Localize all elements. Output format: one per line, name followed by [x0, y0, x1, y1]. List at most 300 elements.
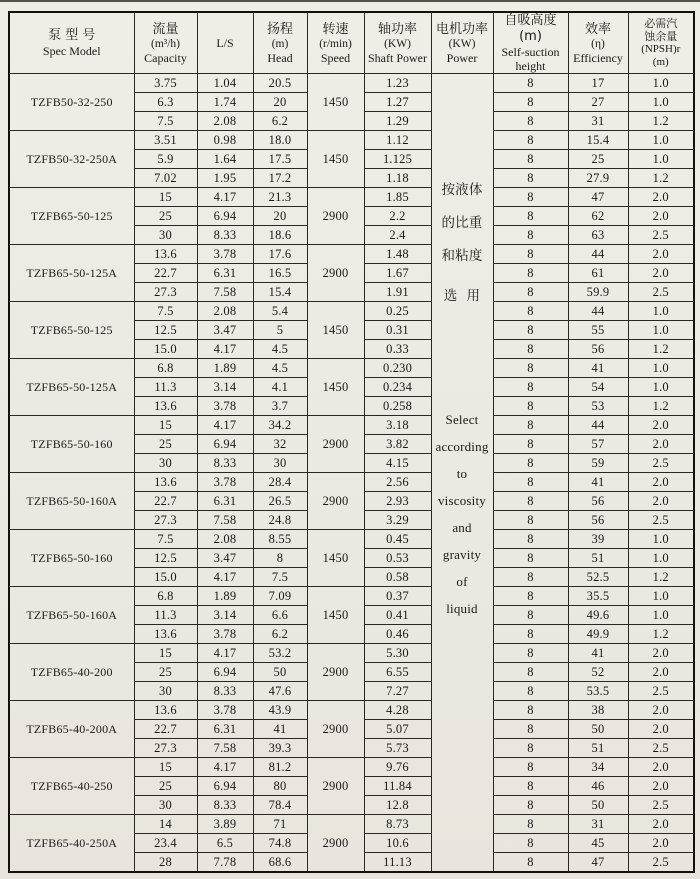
- header-line: 效率: [584, 21, 611, 37]
- spec-row: [9, 416, 694, 435]
- head-cell: 20: [253, 93, 307, 112]
- npsh-cell: 2.5: [628, 283, 694, 302]
- speed-cell: 1450: [307, 359, 364, 416]
- suction-height-cell: 8: [493, 568, 568, 587]
- header-line: 转速: [322, 21, 349, 37]
- capacity-cell: 11.3: [134, 606, 197, 625]
- head-cell: 21.3: [253, 188, 307, 207]
- header-line: (m³/h): [151, 37, 180, 50]
- npsh-cell: 1.2: [628, 625, 694, 644]
- header-line: 自吸高度(m): [504, 13, 557, 44]
- npsh-cell: 1.2: [628, 397, 694, 416]
- suction-height-cell: 8: [493, 777, 568, 796]
- efficiency-cell: 46: [568, 777, 628, 796]
- shaft-power-cell: 7.27: [364, 682, 431, 701]
- efficiency-cell: 56: [568, 340, 628, 359]
- head-cell: 39.3: [253, 739, 307, 758]
- efficiency-cell: 44: [568, 245, 628, 264]
- efficiency-cell: 15.4: [568, 131, 628, 150]
- ls-cell: 3.47: [197, 321, 253, 340]
- model-cell: TZFB65-50-160: [9, 530, 134, 587]
- column-header-motor-power: [431, 12, 493, 74]
- capacity-cell: 27.3: [134, 511, 197, 530]
- suction-height-cell: 8: [493, 530, 568, 549]
- ls-cell: 3.47: [197, 549, 253, 568]
- power-note-line: liquid: [446, 601, 478, 616]
- suction-height-cell: 8: [493, 549, 568, 568]
- capacity-cell: 3.51: [134, 131, 197, 150]
- npsh-cell: 2.0: [628, 815, 694, 834]
- head-cell: 26.5: [253, 492, 307, 511]
- shaft-power-cell: 3.82: [364, 435, 431, 454]
- npsh-cell: 1.2: [628, 568, 694, 587]
- power-note-line: 的比重: [441, 215, 483, 231]
- ls-cell: 4.17: [197, 568, 253, 587]
- efficiency-cell: 31: [568, 112, 628, 131]
- suction-height-cell: 8: [493, 226, 568, 245]
- shaft-power-cell: 2.56: [364, 473, 431, 492]
- npsh-cell: 2.5: [628, 682, 694, 701]
- suction-height-cell: 8: [493, 340, 568, 359]
- capacity-cell: 3.75: [134, 74, 197, 93]
- head-cell: 18.6: [253, 226, 307, 245]
- column-header-shaft-power: [364, 12, 431, 74]
- capacity-cell: 7.5: [134, 112, 197, 131]
- spec-row: [9, 131, 694, 150]
- head-cell: 74.8: [253, 834, 307, 853]
- head-cell: 6.2: [253, 112, 307, 131]
- suction-height-cell: 8: [493, 644, 568, 663]
- suction-height-cell: 8: [493, 815, 568, 834]
- shaft-power-cell: 2.93: [364, 492, 431, 511]
- model-cell: TZFB65-50-125A: [9, 359, 134, 416]
- shaft-power-cell: 1.29: [364, 112, 431, 131]
- header-line: 电机功率: [435, 21, 488, 37]
- shaft-power-cell: 0.41: [364, 606, 431, 625]
- speed-cell: 2900: [307, 701, 364, 758]
- ls-cell: 3.14: [197, 606, 253, 625]
- capacity-cell: 14: [134, 815, 197, 834]
- header-line: 泵 型 号: [48, 28, 96, 43]
- spec-row: [9, 530, 694, 549]
- efficiency-cell: 53.5: [568, 682, 628, 701]
- efficiency-cell: 51: [568, 739, 628, 758]
- speed-cell: 2900: [307, 758, 364, 815]
- head-cell: 6.6: [253, 606, 307, 625]
- head-cell: 53.2: [253, 644, 307, 663]
- capacity-cell: 13.6: [134, 701, 197, 720]
- shaft-power-cell: 1.91: [364, 283, 431, 302]
- shaft-power-cell: 0.46: [364, 625, 431, 644]
- ls-cell: 4.17: [197, 416, 253, 435]
- suction-height-cell: 8: [493, 473, 568, 492]
- header-line: 蚀余量: [644, 30, 678, 43]
- npsh-cell: 1.2: [628, 112, 694, 131]
- ls-cell: 2.08: [197, 302, 253, 321]
- head-cell: 3.7: [253, 397, 307, 416]
- ls-cell: 3.78: [197, 473, 253, 492]
- shaft-power-cell: 5.30: [364, 644, 431, 663]
- capacity-cell: 28: [134, 853, 197, 873]
- capacity-cell: 6.8: [134, 587, 197, 606]
- efficiency-cell: 35.5: [568, 587, 628, 606]
- efficiency-cell: 17: [568, 74, 628, 93]
- spec-row: [9, 701, 694, 720]
- suction-height-cell: 8: [493, 625, 568, 644]
- ls-cell: 4.17: [197, 644, 253, 663]
- efficiency-cell: 34: [568, 758, 628, 777]
- head-cell: 8: [253, 549, 307, 568]
- motor-power-note-cell: [431, 74, 493, 873]
- shaft-power-cell: 3.29: [364, 511, 431, 530]
- ls-cell: 1.04: [197, 74, 253, 93]
- header-line: Head: [267, 50, 293, 65]
- efficiency-cell: 50: [568, 796, 628, 815]
- shaft-power-cell: 0.234: [364, 378, 431, 397]
- power-note-line: 和粘度: [441, 248, 483, 264]
- shaft-power-cell: 12.8: [364, 796, 431, 815]
- npsh-cell: 1.2: [628, 169, 694, 188]
- capacity-cell: 30: [134, 682, 197, 701]
- capacity-cell: 25: [134, 663, 197, 682]
- shaft-power-cell: 1.23: [364, 74, 431, 93]
- suction-height-cell: 8: [493, 169, 568, 188]
- ls-cell: 1.64: [197, 150, 253, 169]
- shaft-power-cell: 5.73: [364, 739, 431, 758]
- suction-height-cell: 8: [493, 207, 568, 226]
- npsh-cell: 2.0: [628, 777, 694, 796]
- suction-height-cell: 8: [493, 720, 568, 739]
- npsh-cell: 2.0: [628, 188, 694, 207]
- capacity-cell: 13.6: [134, 245, 197, 264]
- efficiency-cell: 53: [568, 397, 628, 416]
- power-note-line: viscosity: [437, 493, 487, 508]
- model-cell: TZFB65-40-200: [9, 644, 134, 701]
- efficiency-cell: 25: [568, 150, 628, 169]
- model-cell: TZFB65-40-250: [9, 758, 134, 815]
- shaft-power-cell: 1.125: [364, 150, 431, 169]
- power-note-line: gravity: [442, 547, 482, 562]
- capacity-cell: 12.5: [134, 549, 197, 568]
- ls-cell: 0.98: [197, 131, 253, 150]
- shaft-power-cell: 0.53: [364, 549, 431, 568]
- npsh-cell: 2.5: [628, 739, 694, 758]
- npsh-cell: 2.5: [628, 454, 694, 473]
- head-cell: 17.2: [253, 169, 307, 188]
- capacity-cell: 25: [134, 777, 197, 796]
- ls-cell: 8.33: [197, 796, 253, 815]
- efficiency-cell: 47: [568, 188, 628, 207]
- ls-cell: 6.31: [197, 264, 253, 283]
- capacity-cell: 7.5: [134, 302, 197, 321]
- head-cell: 28.4: [253, 473, 307, 492]
- npsh-cell: 1.0: [628, 549, 694, 568]
- suction-height-cell: 8: [493, 454, 568, 473]
- ls-cell: 3.14: [197, 378, 253, 397]
- head-cell: 81.2: [253, 758, 307, 777]
- npsh-cell: 1.0: [628, 359, 694, 378]
- efficiency-cell: 52.5: [568, 568, 628, 587]
- header-line: 轴功率: [377, 21, 417, 37]
- head-cell: 30: [253, 454, 307, 473]
- ls-cell: 7.58: [197, 511, 253, 530]
- head-cell: 4.1: [253, 378, 307, 397]
- speed-cell: 1450: [307, 530, 364, 587]
- npsh-cell: 2.0: [628, 473, 694, 492]
- shaft-power-cell: 2.2: [364, 207, 431, 226]
- model-cell: TZFB65-50-125: [9, 302, 134, 359]
- npsh-cell: 1.0: [628, 530, 694, 549]
- efficiency-cell: 31: [568, 815, 628, 834]
- suction-height-cell: 8: [493, 131, 568, 150]
- npsh-cell: 2.0: [628, 720, 694, 739]
- header-line: 必需汽: [644, 18, 678, 30]
- suction-height-cell: 8: [493, 321, 568, 340]
- efficiency-cell: 59: [568, 454, 628, 473]
- npsh-cell: 2.0: [628, 758, 694, 777]
- head-cell: 18.0: [253, 131, 307, 150]
- speed-cell: 2900: [307, 416, 364, 473]
- shaft-power-cell: 3.18: [364, 416, 431, 435]
- suction-height-cell: 8: [493, 435, 568, 454]
- model-cell: TZFB65-40-200A: [9, 701, 134, 758]
- ls-cell: 7.58: [197, 739, 253, 758]
- ls-cell: 6.94: [197, 207, 253, 226]
- npsh-cell: 2.0: [628, 644, 694, 663]
- suction-height-cell: 8: [493, 378, 568, 397]
- ls-cell: 4.17: [197, 758, 253, 777]
- npsh-cell: 2.0: [628, 264, 694, 283]
- ls-cell: 6.31: [197, 720, 253, 739]
- capacity-cell: 25: [134, 435, 197, 454]
- capacity-cell: 13.6: [134, 397, 197, 416]
- npsh-cell: 2.5: [628, 511, 694, 530]
- capacity-cell: 22.7: [134, 264, 197, 283]
- suction-height-cell: 8: [493, 834, 568, 853]
- efficiency-cell: 51: [568, 549, 628, 568]
- efficiency-cell: 54: [568, 378, 628, 397]
- ls-cell: 8.33: [197, 454, 253, 473]
- efficiency-cell: 56: [568, 492, 628, 511]
- suction-height-cell: 8: [493, 511, 568, 530]
- spec-row: [9, 302, 694, 321]
- shaft-power-cell: 10.6: [364, 834, 431, 853]
- npsh-cell: 1.0: [628, 74, 694, 93]
- shaft-power-cell: 0.58: [364, 568, 431, 587]
- spec-row: [9, 473, 694, 492]
- header-line: Shaft Power: [368, 50, 427, 65]
- pump-spec-table: [8, 11, 695, 873]
- head-cell: 34.2: [253, 416, 307, 435]
- column-header-head: [253, 12, 307, 74]
- npsh-cell: 2.0: [628, 245, 694, 264]
- shaft-power-cell: 1.85: [364, 188, 431, 207]
- capacity-cell: 12.5: [134, 321, 197, 340]
- npsh-cell: 2.5: [628, 226, 694, 245]
- header-line: Self-suction: [501, 45, 560, 59]
- suction-height-cell: 8: [493, 682, 568, 701]
- model-cell: TZFB65-50-125: [9, 188, 134, 245]
- shaft-power-cell: 8.73: [364, 815, 431, 834]
- npsh-cell: 1.0: [628, 93, 694, 112]
- efficiency-cell: 39: [568, 530, 628, 549]
- capacity-cell: 7.02: [134, 169, 197, 188]
- efficiency-cell: 44: [568, 416, 628, 435]
- model-cell: TZFB65-40-250A: [9, 815, 134, 873]
- speed-cell: 2900: [307, 473, 364, 530]
- efficiency-cell: 50: [568, 720, 628, 739]
- npsh-cell: 2.0: [628, 701, 694, 720]
- capacity-cell: 6.3: [134, 93, 197, 112]
- capacity-cell: 15: [134, 188, 197, 207]
- capacity-cell: 6.8: [134, 359, 197, 378]
- spec-row: [9, 359, 694, 378]
- header-line: (η): [591, 37, 605, 50]
- shaft-power-cell: 11.13: [364, 853, 431, 873]
- header-line: height: [515, 59, 546, 73]
- ls-cell: 1.89: [197, 587, 253, 606]
- suction-height-cell: 8: [493, 606, 568, 625]
- shaft-power-cell: 1.27: [364, 93, 431, 112]
- ls-cell: 7.78: [197, 853, 253, 873]
- model-cell: TZFB50-32-250: [9, 74, 134, 131]
- efficiency-cell: 47: [568, 853, 628, 873]
- head-cell: 4.5: [253, 359, 307, 378]
- head-cell: 43.9: [253, 701, 307, 720]
- capacity-cell: 15.0: [134, 340, 197, 359]
- npsh-cell: 1.0: [628, 606, 694, 625]
- head-cell: 7.5: [253, 568, 307, 587]
- head-cell: 7.09: [253, 587, 307, 606]
- suction-height-cell: 8: [493, 150, 568, 169]
- shaft-power-cell: 4.28: [364, 701, 431, 720]
- ls-cell: 4.17: [197, 340, 253, 359]
- suction-height-cell: 8: [493, 283, 568, 302]
- shaft-power-cell: 2.4: [364, 226, 431, 245]
- shaft-power-cell: 0.33: [364, 340, 431, 359]
- page-top-rule: [0, 0, 700, 2]
- suction-height-cell: 8: [493, 74, 568, 93]
- column-header-efficiency: [568, 12, 628, 74]
- efficiency-cell: 27: [568, 93, 628, 112]
- ls-cell: 4.17: [197, 188, 253, 207]
- spec-row: [9, 815, 694, 834]
- efficiency-cell: 59.9: [568, 283, 628, 302]
- capacity-cell: 15.0: [134, 568, 197, 587]
- header-row: [9, 12, 694, 74]
- efficiency-cell: 61: [568, 264, 628, 283]
- npsh-cell: 1.0: [628, 321, 694, 340]
- shaft-power-cell: 1.67: [364, 264, 431, 283]
- ls-cell: 3.78: [197, 245, 253, 264]
- header-line: Capacity: [144, 50, 187, 65]
- suction-height-cell: 8: [493, 758, 568, 777]
- suction-height-cell: 8: [493, 359, 568, 378]
- ls-cell: 1.89: [197, 359, 253, 378]
- head-cell: 6.2: [253, 625, 307, 644]
- head-cell: 4.5: [253, 340, 307, 359]
- suction-height-cell: 8: [493, 302, 568, 321]
- npsh-cell: 1.0: [628, 587, 694, 606]
- head-cell: 47.6: [253, 682, 307, 701]
- ls-cell: 2.08: [197, 112, 253, 131]
- table-body: [9, 74, 694, 873]
- column-header-speed: [307, 12, 364, 74]
- ls-cell: 3.78: [197, 701, 253, 720]
- head-cell: 8.55: [253, 530, 307, 549]
- shaft-power-cell: 11.84: [364, 777, 431, 796]
- head-cell: 80: [253, 777, 307, 796]
- ls-cell: 3.78: [197, 397, 253, 416]
- shaft-power-cell: 0.45: [364, 530, 431, 549]
- column-header-self-suction: [493, 12, 568, 74]
- power-note-line: and: [452, 520, 472, 535]
- capacity-cell: 25: [134, 207, 197, 226]
- header-line: L/S: [216, 36, 234, 50]
- capacity-cell: 30: [134, 454, 197, 473]
- head-cell: 68.6: [253, 853, 307, 873]
- spec-row: [9, 245, 694, 264]
- power-note-line: according: [435, 439, 489, 454]
- capacity-cell: 23.4: [134, 834, 197, 853]
- capacity-cell: 5.9: [134, 150, 197, 169]
- ls-cell: 2.08: [197, 530, 253, 549]
- suction-height-cell: 8: [493, 264, 568, 283]
- efficiency-cell: 62: [568, 207, 628, 226]
- ls-cell: 8.33: [197, 682, 253, 701]
- capacity-cell: 30: [134, 796, 197, 815]
- shaft-power-cell: 9.76: [364, 758, 431, 777]
- npsh-cell: 2.0: [628, 416, 694, 435]
- shaft-power-cell: 6.55: [364, 663, 431, 682]
- speed-cell: 1450: [307, 74, 364, 131]
- efficiency-cell: 41: [568, 473, 628, 492]
- spec-row: [9, 644, 694, 663]
- speed-cell: 1450: [307, 131, 364, 188]
- column-header-capacity: [134, 12, 197, 74]
- head-cell: 41: [253, 720, 307, 739]
- head-cell: 5.4: [253, 302, 307, 321]
- capacity-cell: 30: [134, 226, 197, 245]
- suction-height-cell: 8: [493, 492, 568, 511]
- shaft-power-cell: 1.48: [364, 245, 431, 264]
- header-line: Efficiency: [573, 50, 623, 65]
- power-note-line: to: [456, 466, 468, 481]
- power-note-line: Select: [445, 412, 479, 427]
- ls-cell: 6.31: [197, 492, 253, 511]
- header-line: (r/min): [319, 37, 352, 50]
- spec-row: [9, 758, 694, 777]
- capacity-cell: 13.6: [134, 473, 197, 492]
- ls-cell: 6.94: [197, 435, 253, 454]
- capacity-cell: 11.3: [134, 378, 197, 397]
- efficiency-cell: 49.9: [568, 625, 628, 644]
- ls-cell: 3.78: [197, 625, 253, 644]
- suction-height-cell: 8: [493, 587, 568, 606]
- capacity-cell: 27.3: [134, 739, 197, 758]
- npsh-cell: 2.0: [628, 492, 694, 511]
- efficiency-cell: 41: [568, 359, 628, 378]
- efficiency-cell: 27.9: [568, 169, 628, 188]
- efficiency-cell: 44: [568, 302, 628, 321]
- speed-cell: 1450: [307, 302, 364, 359]
- column-header-npsh: [628, 12, 694, 74]
- npsh-cell: 2.5: [628, 796, 694, 815]
- suction-height-cell: 8: [493, 112, 568, 131]
- column-header-spec-model: [9, 12, 134, 74]
- shaft-power-cell: 0.230: [364, 359, 431, 378]
- npsh-cell: 1.2: [628, 340, 694, 359]
